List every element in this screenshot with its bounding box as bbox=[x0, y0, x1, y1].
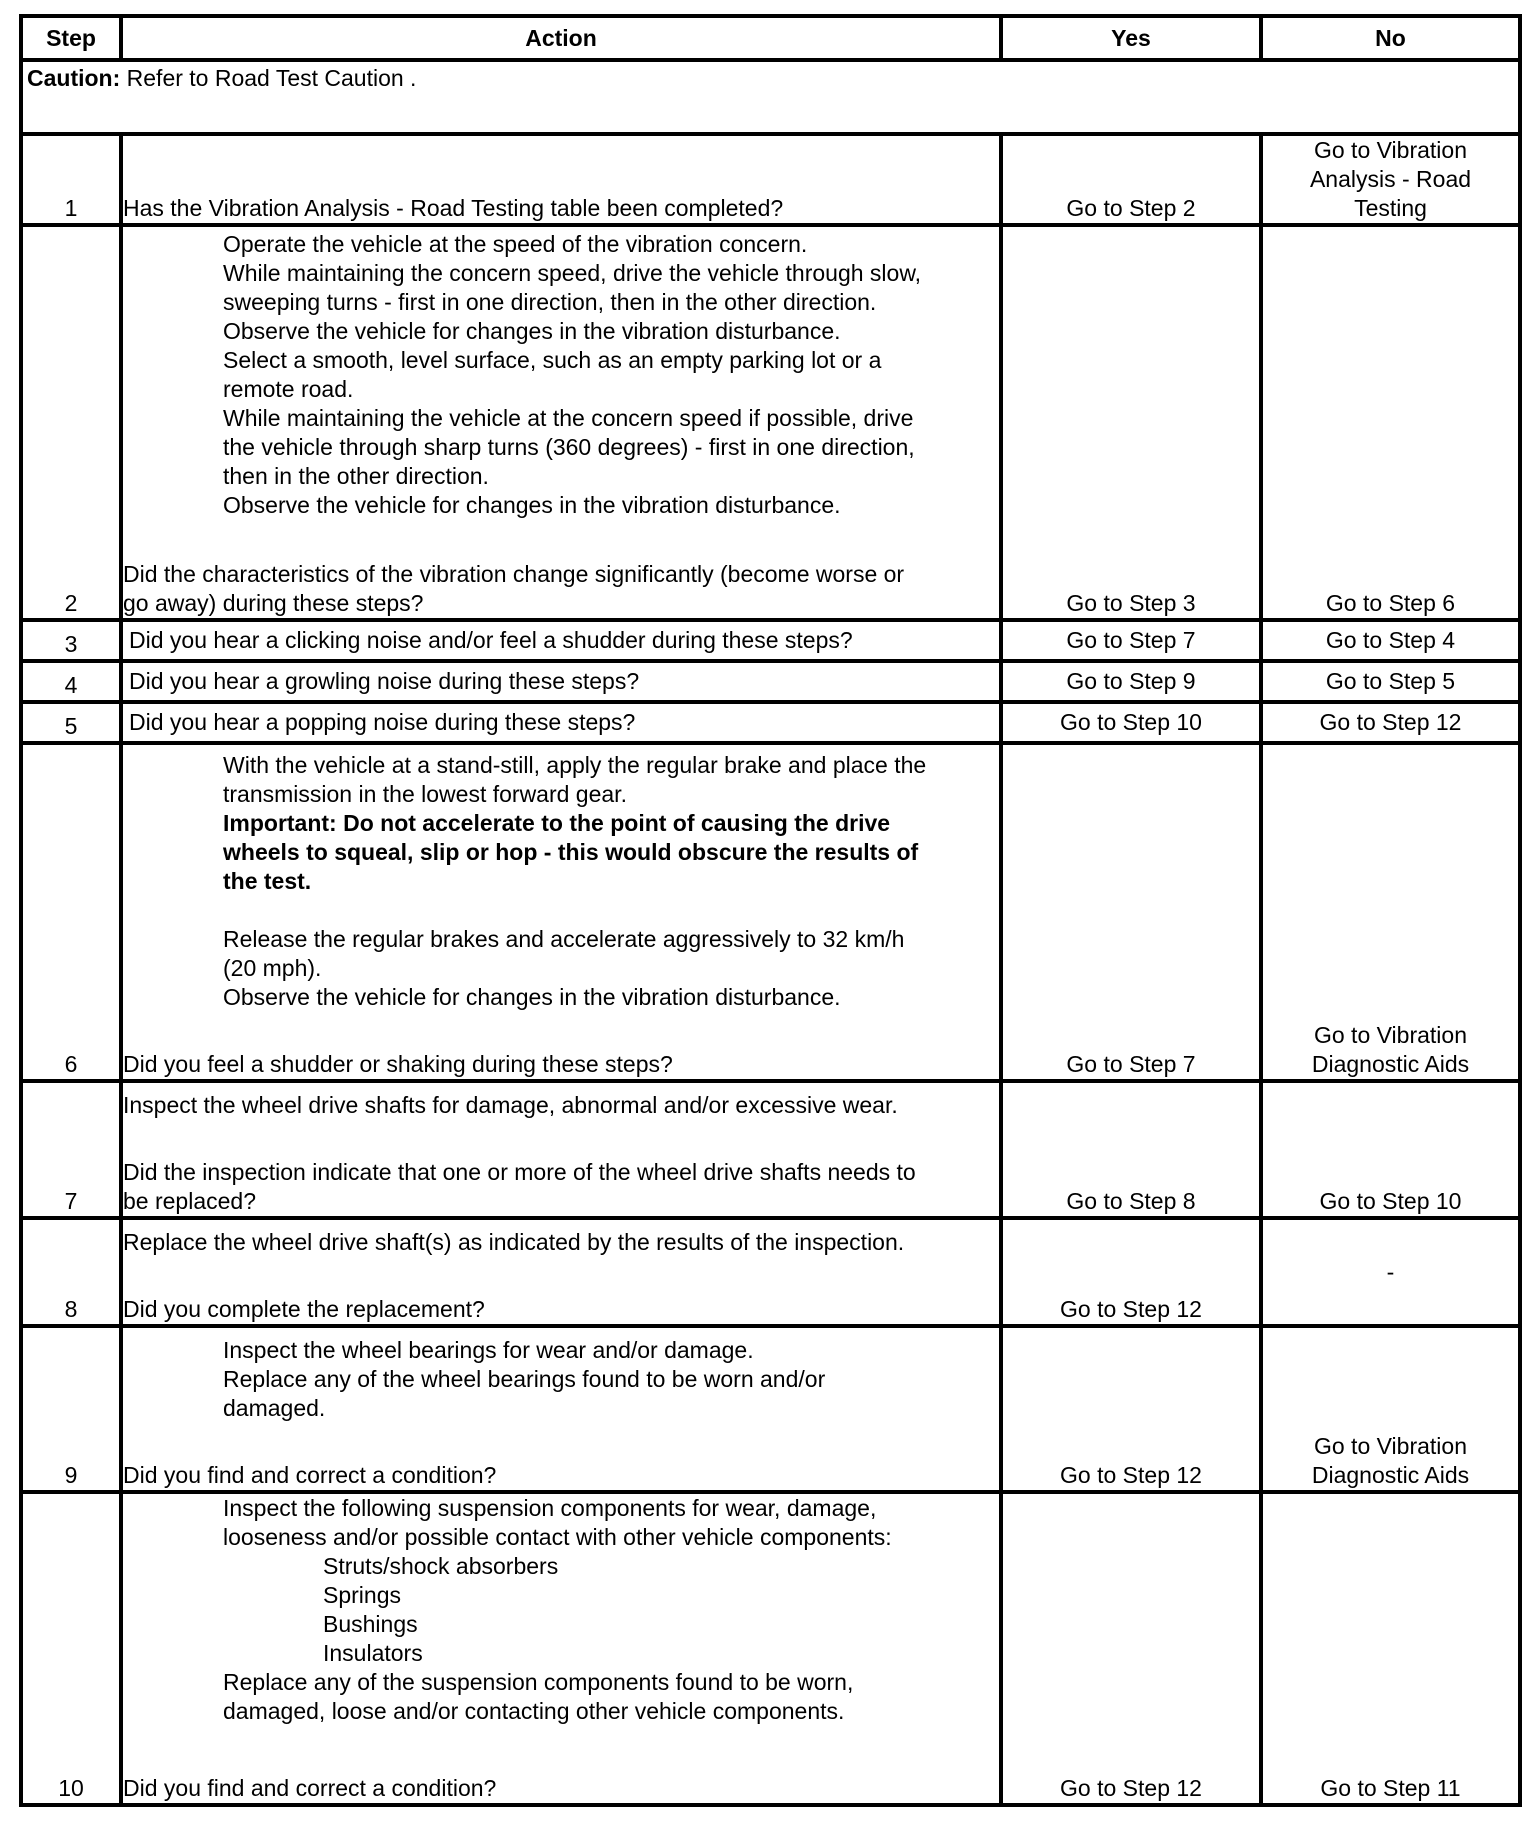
instruction-line: Inspect the following suspension components for wear, damage, bbox=[223, 1495, 877, 1521]
header-action: Action bbox=[121, 16, 1001, 60]
instruction-line: Inspect the wheel bearings for wear and/or damage. bbox=[223, 1337, 754, 1363]
caution-label: Caution: bbox=[27, 65, 121, 91]
yes-cell: Go to Step 2 bbox=[1001, 134, 1261, 225]
instruction-line: Replace any of the wheel bearings found to be worn and/or bbox=[223, 1366, 826, 1392]
no-cell: Go to Step 5 bbox=[1261, 661, 1520, 702]
no-cell bbox=[1261, 743, 1520, 1081]
question-text: be replaced? bbox=[123, 1188, 256, 1214]
yes-cell: Go to Step 7 bbox=[1001, 743, 1261, 1081]
table-row bbox=[21, 134, 1520, 225]
question-text: Did you hear a clicking noise and/or feel a shudder during these steps? bbox=[121, 620, 1001, 661]
instruction-line: Release the regular brakes and accelerate aggressively to 32 km/h bbox=[223, 926, 905, 952]
step-number: 7 bbox=[21, 1081, 121, 1218]
yes-cell: Go to Step 8 bbox=[1001, 1081, 1261, 1218]
step-number: 1 bbox=[21, 134, 121, 225]
question-text: Did you complete the replacement? bbox=[123, 1296, 485, 1322]
instruction-line: damaged. bbox=[223, 1395, 326, 1421]
step-number: 9 bbox=[21, 1326, 121, 1492]
header-step: Step bbox=[21, 16, 121, 60]
action-cell bbox=[121, 1492, 1001, 1805]
yes-cell: Go to Step 10 bbox=[1001, 702, 1261, 743]
instruction-line: Replace the wheel drive shaft(s) as indicated by the results of the inspection. bbox=[123, 1229, 905, 1255]
instruction-line: Operate the vehicle at the speed of the vibration concern. bbox=[223, 231, 808, 257]
question-text: Did the inspection indicate that one or more of the wheel drive shafts needs to bbox=[123, 1159, 916, 1185]
instruction-line: With the vehicle at a stand-still, apply the regular brake and place the bbox=[223, 752, 927, 778]
step-number: 3 bbox=[21, 620, 121, 661]
table-row bbox=[21, 1492, 1520, 1805]
component-item: Struts/shock absorbers bbox=[323, 1553, 559, 1579]
instruction-line: Observe the vehicle for changes in the vibration disturbance. bbox=[223, 984, 841, 1010]
yes-cell: Go to Step 9 bbox=[1001, 661, 1261, 702]
question-text: Did you find and correct a condition? bbox=[123, 1462, 497, 1488]
no-cell: Go to Step 6 bbox=[1261, 225, 1520, 620]
step-number: 10 bbox=[21, 1492, 121, 1805]
yes-cell: Go to Step 12 bbox=[1001, 1492, 1261, 1805]
table-row bbox=[21, 1218, 1520, 1326]
question-text: Did you feel a shudder or shaking during these steps? bbox=[123, 1051, 673, 1077]
header-row bbox=[21, 16, 1520, 60]
action-cell bbox=[121, 134, 1001, 225]
yes-cell: Go to Step 12 bbox=[1001, 1218, 1261, 1326]
instruction-line: Replace any of the suspension components found to be worn, bbox=[223, 1669, 854, 1695]
no-line: Testing bbox=[1354, 195, 1427, 221]
no-cell: Go to Step 4 bbox=[1261, 620, 1520, 661]
header-yes: Yes bbox=[1001, 16, 1261, 60]
action-cell bbox=[121, 1081, 1001, 1218]
instruction-line: transmission in the lowest forward gear. bbox=[223, 781, 627, 807]
caution-row bbox=[21, 60, 1520, 134]
table-row bbox=[21, 620, 1520, 661]
yes-cell: Go to Step 7 bbox=[1001, 620, 1261, 661]
no-line: Diagnostic Aids bbox=[1311, 1051, 1470, 1077]
instruction-line: looseness and/or possible contact with other vehicle components: bbox=[223, 1524, 892, 1550]
no-cell: - bbox=[1261, 1218, 1520, 1326]
table-row bbox=[21, 702, 1520, 743]
instruction-line: (20 mph). bbox=[223, 955, 322, 981]
action-cell bbox=[121, 225, 1001, 620]
question-text: Did the characteristics of the vibration change significantly (become worse or bbox=[123, 561, 905, 587]
instruction-line: remote road. bbox=[223, 376, 354, 402]
action-cell bbox=[121, 1218, 1001, 1326]
diagnostic-table bbox=[19, 14, 1522, 1807]
table-row bbox=[21, 225, 1520, 620]
instruction-line: the vehicle through sharp turns (360 degrees) - first in one direction, bbox=[223, 434, 915, 460]
header-no: No bbox=[1261, 16, 1520, 60]
question-text: Did you hear a popping noise during these steps? bbox=[121, 702, 1001, 743]
caution-text: Refer to Road Test Caution . bbox=[120, 65, 417, 91]
table-row bbox=[21, 1326, 1520, 1492]
component-item: Bushings bbox=[323, 1611, 418, 1637]
instruction-line: Inspect the wheel drive shafts for damage, abnormal and/or excessive wear. bbox=[123, 1092, 898, 1118]
table-row bbox=[21, 661, 1520, 702]
instruction-line: While maintaining the vehicle at the concern speed if possible, drive bbox=[223, 405, 914, 431]
no-cell: Go to Step 12 bbox=[1261, 702, 1520, 743]
component-item: Springs bbox=[323, 1582, 401, 1608]
no-line: Diagnostic Aids bbox=[1311, 1462, 1470, 1488]
no-line: Go to Vibration bbox=[1313, 1433, 1467, 1459]
instruction-line: sweeping turns - first in one direction, then in the other direction. bbox=[223, 289, 877, 315]
table-row bbox=[21, 743, 1520, 1081]
no-line: Go to Vibration bbox=[1313, 1022, 1467, 1048]
question-text: Did you hear a growling noise during these steps? bbox=[121, 661, 1001, 702]
no-line: Analysis - Road bbox=[1309, 166, 1472, 192]
action-cell bbox=[121, 1326, 1001, 1492]
question-text: Has the Vibration Analysis - Road Testing table been completed? bbox=[123, 195, 784, 221]
instruction-line: Observe the vehicle for changes in the vibration disturbance. bbox=[223, 318, 841, 344]
instruction-line: then in the other direction. bbox=[223, 463, 489, 489]
no-line: Go to Vibration bbox=[1313, 137, 1467, 163]
action-cell bbox=[121, 743, 1001, 1081]
step-number: 6 bbox=[21, 743, 121, 1081]
instruction-line: While maintaining the concern speed, drive the vehicle through slow, bbox=[223, 260, 922, 286]
table-row bbox=[21, 1081, 1520, 1218]
step-number: 5 bbox=[21, 702, 121, 743]
step-number: 4 bbox=[21, 661, 121, 702]
question-text: go away) during these steps? bbox=[123, 590, 424, 616]
yes-cell: Go to Step 12 bbox=[1001, 1326, 1261, 1492]
step-number: 8 bbox=[21, 1218, 121, 1326]
no-cell bbox=[1261, 1326, 1520, 1492]
no-cell: Go to Step 10 bbox=[1261, 1081, 1520, 1218]
no-cell bbox=[1261, 134, 1520, 225]
no-cell: Go to Step 11 bbox=[1261, 1492, 1520, 1805]
instruction-line: Observe the vehicle for changes in the vibration disturbance. bbox=[223, 492, 841, 518]
important-note: Important: Do not accelerate to the point of causing the drive bbox=[223, 810, 891, 836]
yes-cell: Go to Step 3 bbox=[1001, 225, 1261, 620]
caution-cell bbox=[21, 60, 1520, 134]
important-note: wheels to squeal, slip or hop - this would obscure the results of bbox=[223, 839, 919, 865]
question-text: Did you find and correct a condition? bbox=[123, 1775, 497, 1801]
instruction-line: damaged, loose and/or contacting other vehicle components. bbox=[223, 1698, 845, 1724]
important-note: the test. bbox=[223, 868, 312, 894]
component-item: Insulators bbox=[323, 1640, 423, 1666]
step-number: 2 bbox=[21, 225, 121, 620]
instruction-line: Select a smooth, level surface, such as an empty parking lot or a bbox=[223, 347, 882, 373]
